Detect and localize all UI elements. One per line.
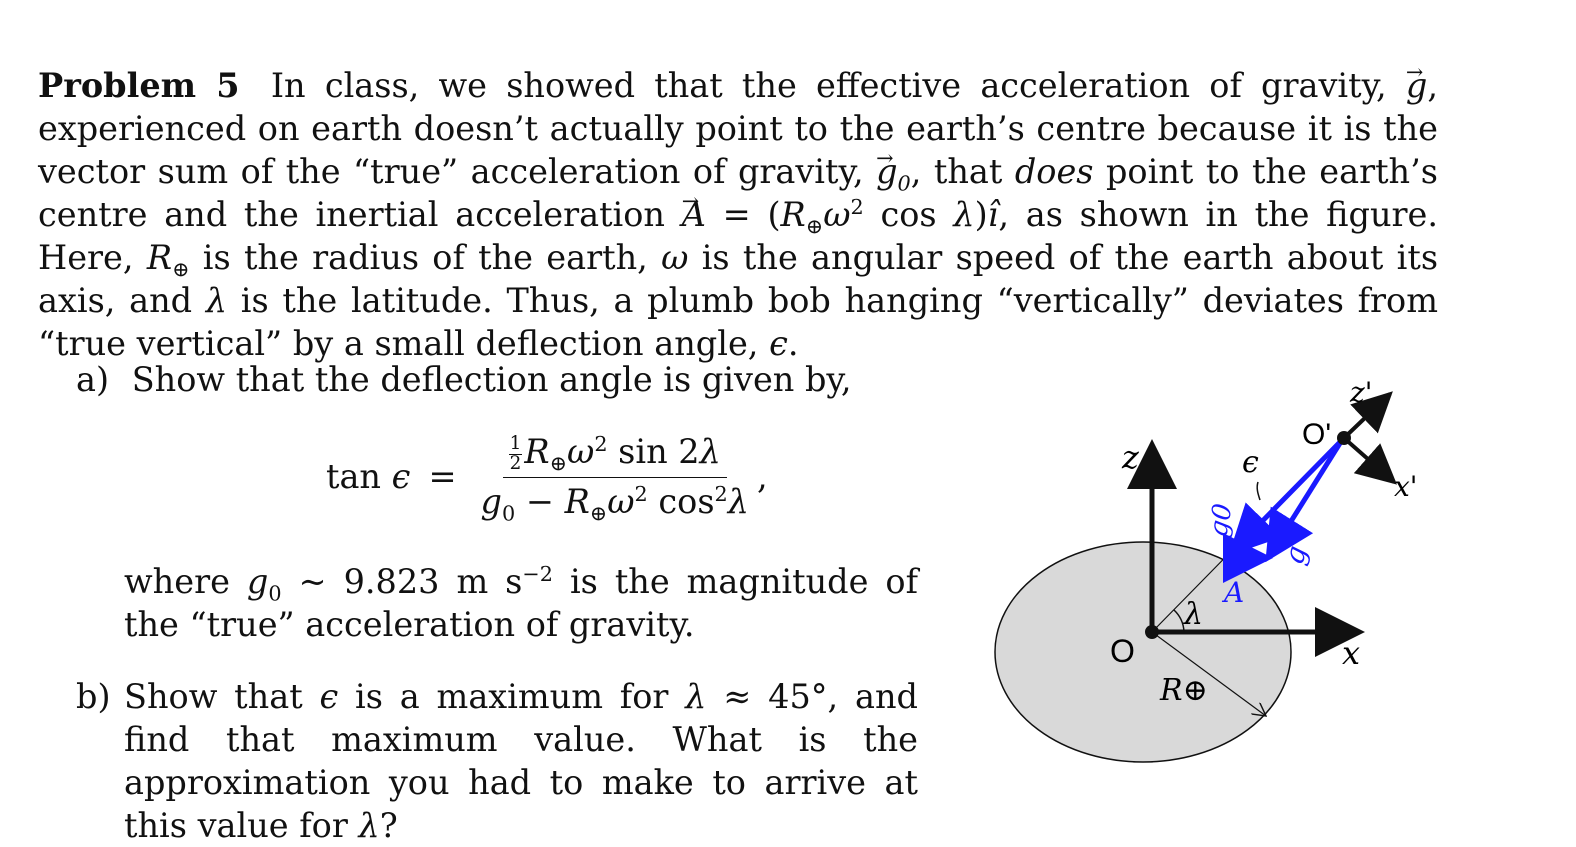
intro-text: , that [910,152,1003,191]
where-clause: where $g_0$ ∼ 9.823 m $s^{-2}$ is the magnitude of the “true” acceleration of gravity. [124,561,918,644]
label-g0: g0 [1203,501,1239,540]
part-b-label: b) [76,677,111,716]
label-R: R⊕ [1160,673,1208,708]
origin-point [1145,625,1159,639]
label-x: x [1342,634,1361,672]
emphasis-does: does [1014,152,1094,191]
g-vector-symbol: → g [1406,64,1427,107]
A-vector-symbol: → A [682,193,706,236]
deflection-formula [326,431,768,526]
formula-numerator: $\frac{1}{2}$ $R_\oplus\omega^2$ sin 2λ [503,432,727,478]
g0-vector-symbol: → $g_0$ [876,150,911,193]
part-a [76,358,852,401]
surface-point [1337,431,1351,445]
formula-fraction [475,431,755,526]
formula-denominator: $g_0 - R_\oplus\omega^2$ $\cos^2\lambda$ [480,481,749,526]
x-prime-axis [1344,438,1394,482]
label-g: g [1276,541,1314,568]
problem-title: Problem 5 [38,66,240,105]
where-text: is the magnitude of the “true” acceleration of gravity. [124,562,918,644]
g0-value: 9.823 m s [343,562,523,601]
label-O-prime: O' [1302,418,1332,451]
g0-exponent: −2 [522,561,553,586]
label-A: A [1224,576,1245,609]
where-text: where [124,562,230,601]
g-vector [1268,440,1342,558]
equals-sign: = [428,456,457,496]
part-b [76,675,918,847]
problem-statement: Problem 5 In class, we showed that the effective acceleration of gravity, → g, experienced on earth doesn’t actually point to the earth’s centre because it is the vector sum of the “true” acceleration of gravity, → $g_0$, that does point to the earth’s centre and the inertial acceleration → $A = (R_\oplus\omega^2$ cos λ)î, as shown in the figure. Here, $R_\oplus$ is the radius of the earth, ω is the angular speed of the earth about its axis, and λ is the latitude. Thus, a plumb bob hanging “vertically” deviates from “true vertical” by a small deflection angle, ϵ. [38,64,1438,365]
intro-text: , as shown in the figure. Here, [38,195,1439,277]
earth-diagram [990,360,1460,780]
formula-lhs: tan ϵ [326,456,411,496]
part-b-question-mark: ? [379,806,398,845]
part-b-text-2: is a maximum for [355,677,669,716]
earth-ellipse [995,542,1291,762]
part-a-label: a) [76,360,110,399]
formula-comma: , [756,456,768,496]
part-b-text-3: 45°, and find that maximum value. What is the approximation you had to make to arrive at this value for [124,677,918,845]
earth-diagram-svg [990,360,1460,780]
intro-text: , experienced on earth doesn’t actually point to the earth’s centre because it is the vector sum of the “true” acceleration of gravity, [38,66,1439,191]
label-epsilon: ϵ [1242,445,1259,480]
intro-text: In class, we showed that the effective acceleration of gravity, [270,66,1387,105]
epsilon-arc [1257,482,1260,500]
intro-period: . [787,324,799,363]
part-b-text-1: Show that [124,677,303,716]
intro-text: is the angular speed of the earth about its axis, and [38,238,1439,320]
label-z: z [1122,438,1139,476]
label-O: O [1110,633,1135,669]
part-a-text: Show that the deflection angle is given by, [131,360,852,399]
part-b-text: Show that ϵ is a maximum for λ ≈ 45°, and find that maximum value. What is the approximation you had to make to arrive at this value for λ? [124,677,918,845]
label-x-prime: x' [1394,470,1418,503]
label-z-prime: z' [1350,376,1373,409]
label-lambda: λ [1184,597,1204,632]
intro-text: is the radius of the earth, [202,238,648,277]
intro-text: is the latitude. Thus, a plumb bob hanging “vertically” deviates from “true vertical” by a small deflection angle, [38,281,1438,363]
intro-text: point to the earth’s centre and the inertial acceleration [38,152,1438,234]
